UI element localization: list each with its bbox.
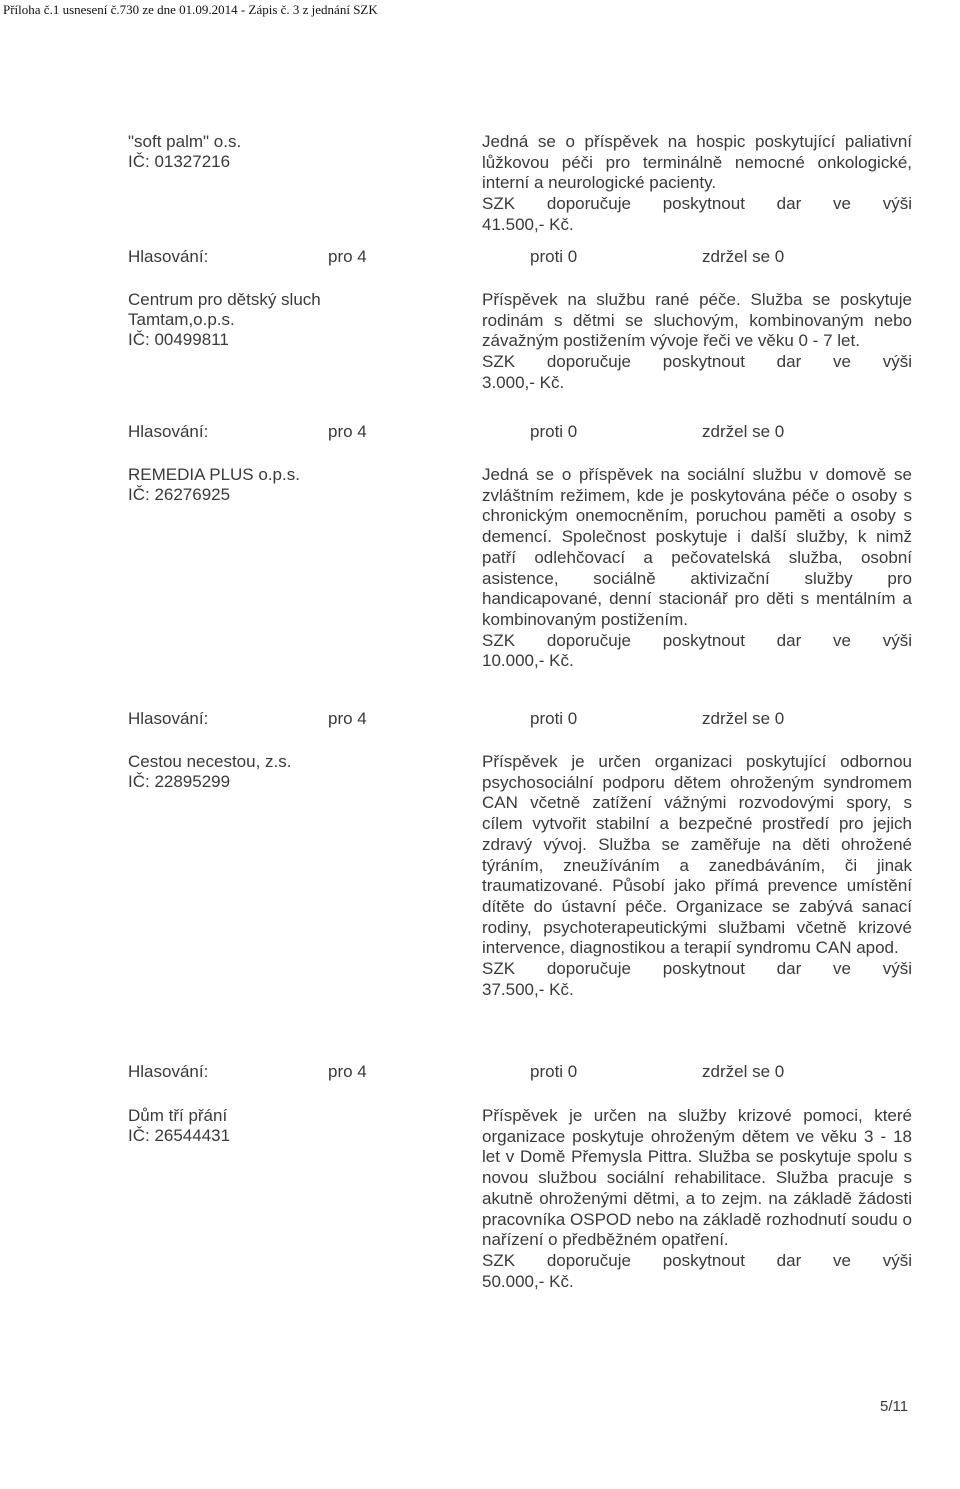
vote-abstain: zdržel se 0 bbox=[702, 247, 785, 266]
szk-recommendation: SZK doporučuje poskytnout dar ve výši bbox=[482, 959, 912, 979]
grant-description-block bbox=[482, 132, 912, 236]
organization-name: "soft palm" o.s. bbox=[128, 132, 242, 151]
grant-description: Jedná se o příspěvek na hospic poskytující paliativní lůžkovou péči pro terminálně nemocné onkologické, interní a neurologické pacienty. bbox=[482, 132, 912, 193]
organization-name-line2: Tamtam,o.p.s. bbox=[128, 310, 235, 329]
organization-name: Centrum pro dětský sluch bbox=[128, 290, 321, 309]
grant-amount: 10.000,- Kč. bbox=[482, 651, 574, 671]
vote-pro: pro 4 bbox=[328, 1062, 367, 1081]
grant-description-block bbox=[482, 1106, 912, 1292]
grant-amount: 3.000,- Kč. bbox=[482, 372, 565, 392]
szk-recommendation: SZK doporučuje poskytnout dar ve výši bbox=[482, 1250, 912, 1270]
organization-name: REMEDIA PLUS o.p.s. bbox=[128, 465, 300, 484]
document-header: Příloha č.1 usnesení č.730 ze dne 01.09.2014 - Zápis č. 3 z jednání SZK bbox=[3, 2, 378, 17]
organization-id: IČ: 26276925 bbox=[128, 485, 231, 504]
vote-label: Hlasování: bbox=[128, 1062, 209, 1081]
vote-pro: pro 4 bbox=[328, 422, 367, 441]
organization-id: IČ: 01327216 bbox=[128, 152, 231, 171]
vote-abstain: zdržel se 0 bbox=[702, 422, 785, 441]
vote-pro: pro 4 bbox=[328, 709, 367, 728]
vote-label: Hlasování: bbox=[128, 709, 209, 728]
grant-description-block bbox=[482, 465, 912, 672]
vote-pro: pro 4 bbox=[328, 247, 367, 266]
page-number: 5/11 bbox=[880, 1398, 909, 1415]
organization-id: IČ: 22895299 bbox=[128, 772, 231, 791]
vote-label: Hlasování: bbox=[128, 247, 209, 266]
vote-proti: proti 0 bbox=[530, 709, 578, 728]
vote-abstain: zdržel se 0 bbox=[702, 1062, 785, 1081]
grant-description: Příspěvek na službu rané péče. Služba se poskytuje rodinám s dětmi se sluchovým, kombinovaným nebo závažným postižením vývoje řeči ve věku 0 - 7 let. bbox=[482, 290, 912, 351]
organization-block bbox=[128, 465, 408, 505]
grant-description-block bbox=[482, 290, 912, 394]
szk-recommendation: SZK doporučuje poskytnout dar ve výši bbox=[482, 352, 912, 372]
organization-block bbox=[128, 752, 408, 792]
vote-proti: proti 0 bbox=[530, 422, 578, 441]
grant-amount: 41.500,- Kč. bbox=[482, 214, 574, 234]
organization-id: IČ: 26544431 bbox=[128, 1126, 231, 1145]
szk-recommendation: SZK doporučuje poskytnout dar ve výši bbox=[482, 630, 912, 650]
grant-description: Příspěvek je určen na služby krizové pomoci, které organizace poskytuje ohroženým dětem ve věku 3 - 18 let v Domě Přemysla Pittra. Služba se poskytuje spolu s novou službou sociální rehabilitace. Služba pracuje s akutně ohroženými dětmi, a to zejm. na základě žádosti pracovníka OSPOD nebo na základě rozhodnutí soudu o nařízení o předběžném opatření. bbox=[482, 1106, 912, 1250]
organization-block bbox=[128, 1106, 408, 1146]
organization-name: Dům tří přání bbox=[128, 1106, 228, 1125]
vote-abstain: zdržel se 0 bbox=[702, 709, 785, 728]
grant-description: Jedná se o příspěvek na sociální službu v domově se zvláštním režimem, kde je poskytována péče o osoby s chronickým onemocněním, poruchou paměti a osoby s demencí. Společnost poskytuje i další služby, k nimž patří odlehčovací a pečovatelská služba, osobní asistence, sociálně aktivizační služby pro handicapované, denní stacionář pro děti s mentálním a kombinovaným postižením. bbox=[482, 465, 912, 629]
grant-amount: 37.500,- Kč. bbox=[482, 979, 574, 999]
grant-description: Příspěvek je určen organizaci poskytující odbornou psychosociální podporu dětem ohroženým syndromem CAN včetně zatížení vážnými rozvodovými spory, s cílem vytvořit stabilní a bezpečné prostředí pro jejich zdravý vývoj. Služba se zaměřuje na děti ohrožené týráním, zneužíváním a zanedbáváním, či jinak traumatizované. Působí jako přímá prevence umístění dítěte do ústavní péče. Organizace se zabývá sanací rodiny, psychoterapeutickými službami včetně krizové intervence, diagnostikou a terapií syndromu CAN apod. bbox=[482, 752, 912, 958]
organization-block bbox=[128, 132, 408, 172]
grant-amount: 50.000,- Kč. bbox=[482, 1271, 574, 1291]
vote-label: Hlasování: bbox=[128, 422, 209, 441]
szk-recommendation: SZK doporučuje poskytnout dar ve výši bbox=[482, 194, 912, 214]
organization-block bbox=[128, 290, 408, 350]
organization-id: IČ: 00499811 bbox=[128, 330, 229, 349]
vote-proti: proti 0 bbox=[530, 1062, 578, 1081]
organization-name: Cestou necestou, z.s. bbox=[128, 752, 292, 771]
grant-description-block bbox=[482, 752, 912, 1000]
vote-proti: proti 0 bbox=[530, 247, 578, 266]
